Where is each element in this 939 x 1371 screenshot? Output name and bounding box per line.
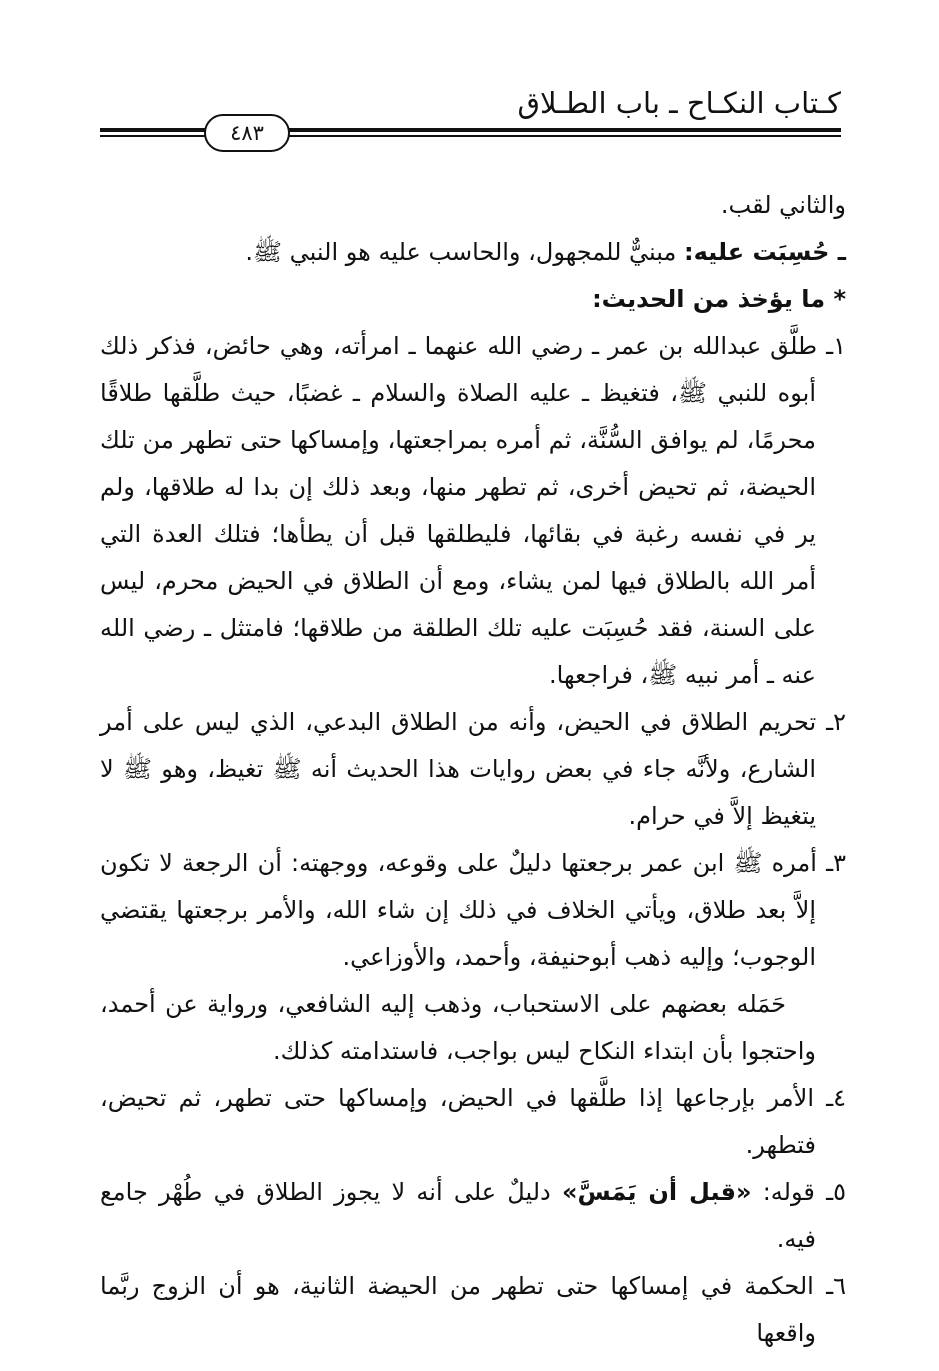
numbered-point: ٤ـ الأمر بإرجاعها إذا طلَّقها في الحيض، وإمساكها حتى تطهر، ثم تحيض، فتطهر. — [100, 1084, 846, 1159]
page-body — [100, 182, 846, 1357]
definition-line: والثاني لقب. — [720, 191, 846, 219]
section-heading: * ما يؤخذ من الحديث: — [592, 285, 846, 313]
definition-line — [100, 229, 846, 276]
continuation-paragraph: حَمَله بعضهم على الاستحباب، وذهب إليه الشافعي، ورواية عن أحمد، واحتجوا بأن ابتداء النكاح ليس بواجب، فاستدامته كذلك. — [100, 990, 816, 1065]
running-header-title: كـتاب النكـاح ـ باب الطـلاق — [517, 86, 841, 120]
quoted-phrase: «قبل أن يَمَسَّ» — [561, 1178, 752, 1206]
numbered-point — [100, 1169, 846, 1263]
page-number-badge: ٤٨٣ — [204, 114, 290, 152]
numbered-point: ١ـ طلَّق عبدالله بن عمر ـ رضي الله عنهما ـ امرأته، وهي حائض، فذكر ذلك أبوه للنبي ﷺ، فتغيظ ـ عليه الصلاة والسلام ـ غضبًا، حيث طلَّقها طلاقًا محرمًا، لم يوافق السُّنَّة، ثم أمره بمراجعتها، وإمساكها حتى تطهر من تلك الحيضة، ثم تحيض أخرى، ثم تطهر منها، وبعد ذلك إن بدا له طلاقها، ولم ير في نفسه رغبة في بقائها، فليطلقها قبل أن يطأها؛ فتلك العدة التي أمر الله بالطلاق فيها لمن يشاء، ومع أن الطلاق في الحيض محرم، ليس على السنة، فقد حُسِبَت عليه تلك الطلقة من طلاقها؛ فامتثل ـ رضي الله عنه ـ أمر نبيه ﷺ، فراجعها. — [100, 332, 846, 689]
definition-text: مبنيٌّ للمجهول، والحاسب عليه هو النبي ﷺ. — [245, 238, 685, 266]
numbered-point: ٢ـ تحريم الطلاق في الحيض، وأنه من الطلاق البدعي، الذي ليس على أمر الشارع، ولأنَّه جاء في بعض روايات هذا الحديث أنه ﷺ تغيظ، وهو ﷺ لا يتغيظ إلاَّ في حرام. — [100, 708, 846, 830]
point-prefix: ٥ـ قوله: — [751, 1178, 846, 1206]
numbered-point: ٣ـ أمره ﷺ ابن عمر برجعتها دليلٌ على وقوعه، ووجهته: أن الرجعة لا تكون إلاَّ بعد طلاق، ويأتي الخلاف في ذلك إن شاء الله، والأمر برجعتها يقتضي الوجوب؛ وإليه ذهب أبوحنيفة، وأحمد، والأوزاعي. — [100, 849, 846, 971]
numbered-point: ٦ـ الحكمة في إمساكها حتى تطهر من الحيضة الثانية، هو أن الزوج ربَّما واقعها — [100, 1272, 846, 1347]
point-text: دليلٌ على أنه لا يجوز الطلاق في طُهْر جامع فيه. — [100, 1178, 816, 1253]
definition-term: ـ حُسِبَت عليه: — [684, 238, 846, 266]
